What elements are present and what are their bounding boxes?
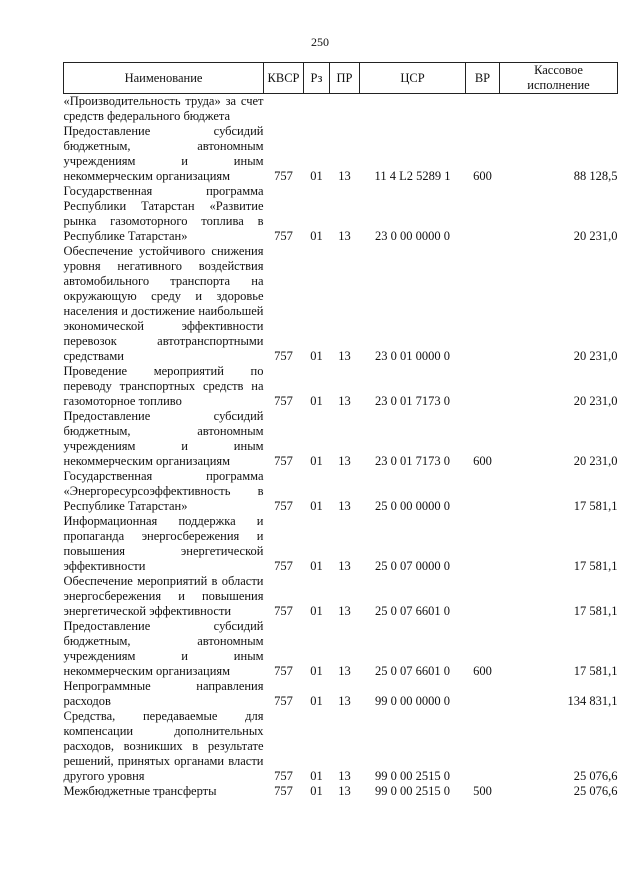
cell-amount: 88 128,5 [573, 169, 618, 183]
cell-kvsr: 757 [274, 769, 293, 783]
cell-name: Предоставление субсидий бюджетным, автономным учреждениям и иным некоммерческим организациям [63, 619, 264, 678]
cell-vr [466, 514, 500, 574]
cell-amount: 17 581,1 [573, 559, 618, 573]
cell-csr: 25 0 07 6601 0 [375, 604, 450, 618]
cell-name: Предоставление субсидий бюджетным, автономным учреждениям и иным некоммерческим организациям [63, 409, 264, 468]
table-row [64, 469, 618, 514]
cell-amount: 17 581,1 [573, 499, 618, 513]
table-row [64, 409, 618, 469]
cell-rz: 01 [310, 784, 323, 798]
table-row [64, 619, 618, 679]
table-row [64, 244, 618, 364]
cell-vr: 600 [473, 664, 492, 678]
column-header-name: Наименование [64, 63, 264, 94]
cell-amount: 17 581,1 [573, 604, 618, 618]
cell-kvsr: 757 [274, 349, 293, 363]
cell-amount: 25 076,6 [573, 769, 618, 783]
cell-name: Непрограммные направления расходов [63, 679, 264, 708]
page-number: 250 [311, 35, 329, 49]
cell-pr: 13 [338, 394, 351, 408]
column-header-vr: ВР [466, 63, 500, 94]
cell-pr: 13 [338, 169, 351, 183]
cell-csr: 99 0 00 2515 0 [375, 769, 450, 783]
cell-pr: 13 [338, 664, 351, 678]
table-row [64, 94, 618, 125]
table-row [64, 514, 618, 574]
cell-amount: 25 076,6 [573, 784, 618, 798]
cell-name: Межбюджетные трансферты [63, 784, 217, 798]
column-header-rz: Рз [304, 63, 330, 94]
cell-vr [466, 574, 500, 619]
cell-csr: 11 4 L2 5289 1 [374, 169, 451, 183]
cell-pr [330, 94, 360, 125]
cell-kvsr: 757 [274, 454, 293, 468]
table-header [64, 63, 618, 94]
table-row [64, 364, 618, 409]
cell-rz [304, 94, 330, 125]
cell-vr [466, 244, 500, 364]
cell-csr: 23 0 00 0000 0 [375, 229, 450, 243]
table-row [64, 124, 618, 184]
cell-vr: 600 [473, 454, 492, 468]
cell-csr: 99 0 00 2515 0 [375, 784, 450, 798]
cell-csr: 23 0 01 0000 0 [375, 349, 450, 363]
cell-kvsr: 757 [274, 499, 293, 513]
cell-csr [360, 94, 466, 125]
cell-name: Информационная поддержка и пропаганда энергосбережения и повышения энергетической эффективности [63, 514, 264, 573]
cell-kvsr: 757 [274, 604, 293, 618]
cell-rz: 01 [310, 604, 323, 618]
cell-amount: 20 231,0 [573, 229, 618, 243]
cell-pr: 13 [338, 784, 351, 798]
cell-csr: 25 0 07 0000 0 [375, 559, 450, 573]
cell-name: Проведение мероприятий по переводу транспортных средств на газомоторное топливо [63, 364, 264, 408]
table-row [64, 574, 618, 619]
cell-pr: 13 [338, 454, 351, 468]
cell-vr: 500 [473, 784, 492, 798]
cell-rz: 01 [310, 349, 323, 363]
cell-pr: 13 [338, 349, 351, 363]
cell-csr: 25 0 07 6601 0 [375, 664, 450, 678]
cell-csr: 23 0 01 7173 0 [375, 454, 450, 468]
cell-pr: 13 [338, 769, 351, 783]
cell-rz: 01 [310, 394, 323, 408]
cell-name: Обеспечение мероприятий в области энергосбережения и повышения энергетической эффективности [63, 574, 264, 618]
cell-vr [466, 679, 500, 709]
cell-rz: 01 [310, 229, 323, 243]
cell-pr: 13 [338, 604, 351, 618]
column-header-amount: Кассовое исполнение [500, 63, 618, 94]
cell-rz: 01 [310, 454, 323, 468]
cell-kvsr: 757 [274, 664, 293, 678]
cell-vr [466, 94, 500, 125]
table-row [64, 784, 618, 799]
cell-kvsr: 757 [274, 169, 293, 183]
cell-amount: 134 831,1 [567, 694, 618, 708]
cell-rz: 01 [310, 169, 323, 183]
cell-amount: 20 231,0 [573, 394, 618, 408]
cell-rz: 01 [310, 769, 323, 783]
cell-rz: 01 [310, 559, 323, 573]
cell-amount: 20 231,0 [573, 454, 618, 468]
column-header-pr: ПР [330, 63, 360, 94]
cell-name: Государственная программа Республики Татарстан «Развитие рынка газомоторного топлива в Республике Татарстан» [63, 184, 264, 243]
table-row [64, 709, 618, 784]
cell-name: «Производительность труда» за счет средств федерального бюджета [63, 94, 264, 123]
cell-kvsr: 757 [274, 694, 293, 708]
cell-csr: 23 0 01 7173 0 [375, 394, 450, 408]
cell-pr: 13 [338, 499, 351, 513]
cell-rz: 01 [310, 664, 323, 678]
cell-kvsr: 757 [274, 559, 293, 573]
cell-amount: 20 231,0 [573, 349, 618, 363]
table-row [64, 184, 618, 244]
cell-rz: 01 [310, 499, 323, 513]
cell-vr [466, 184, 500, 244]
cell-kvsr: 757 [274, 229, 293, 243]
cell-name: Средства, передаваемые для компенсации дополнительных расходов, возникших в результате решений, принятых органами власти другого уровня [63, 709, 264, 783]
cell-amount: 17 581,1 [573, 664, 618, 678]
cell-kvsr [264, 94, 304, 125]
cell-csr: 99 0 00 0000 0 [375, 694, 450, 708]
cell-vr: 600 [473, 169, 492, 183]
cell-pr: 13 [338, 229, 351, 243]
cell-name: Государственная программа «Энергоресурсоэффективность в Республике Татарстан» [63, 469, 264, 513]
table-row [64, 679, 618, 709]
cell-rz: 01 [310, 694, 323, 708]
cell-vr [466, 469, 500, 514]
budget-table [63, 62, 618, 799]
cell-kvsr: 757 [274, 394, 293, 408]
cell-vr [466, 364, 500, 409]
cell-kvsr: 757 [274, 784, 293, 798]
cell-pr: 13 [338, 559, 351, 573]
cell-name: Обеспечение устойчивого снижения уровня негативного воздействия автомобильного транспорта на окружающую среду и здоровье населения и достижение наибольшей экономической эффективности перевозок автотранспортными средствами [63, 244, 264, 363]
cell-vr [466, 709, 500, 784]
table-body [64, 94, 618, 800]
cell-name: Предоставление субсидий бюджетным, автономным учреждениям и иным некоммерческим организациям [63, 124, 264, 183]
column-header-kvsr: КВСР [264, 63, 304, 94]
cell-pr: 13 [338, 694, 351, 708]
column-header-csr: ЦСР [360, 63, 466, 94]
cell-amount [500, 94, 618, 125]
cell-csr: 25 0 00 0000 0 [375, 499, 450, 513]
